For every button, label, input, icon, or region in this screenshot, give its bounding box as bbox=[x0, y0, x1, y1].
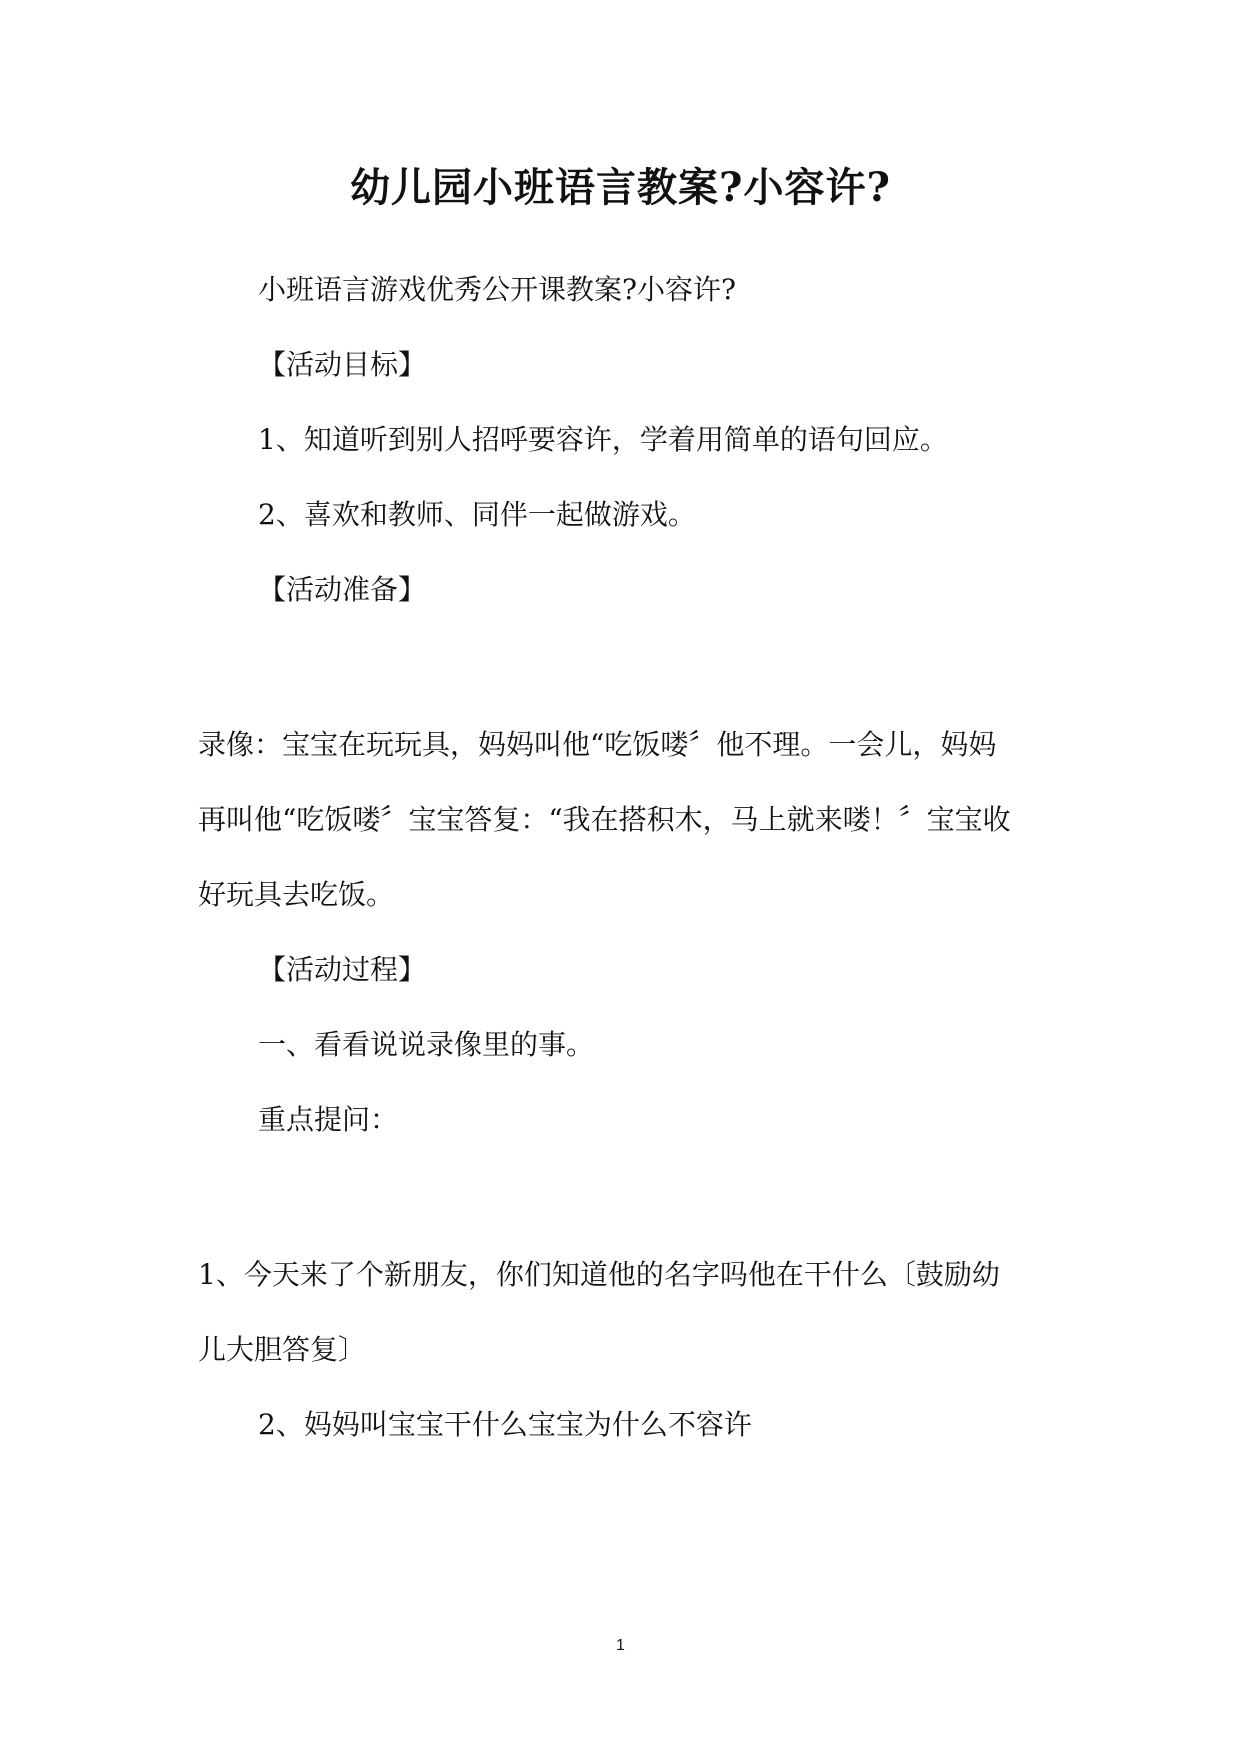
preparation-text-line-3: 好玩具去吃饭。 bbox=[198, 878, 395, 911]
preparation-text-line-2: 再叫他“吃饭喽〞宝宝答复：“我在搭积木，马上就来喽！〞宝宝收 bbox=[198, 803, 1011, 836]
goal-item-1: 1、知道听到别人招呼要容许，学着用简单的语句回应。 bbox=[258, 423, 948, 456]
goal-item-2: 2、喜欢和教师、同伴一起做游戏。 bbox=[258, 498, 696, 531]
question-1-line-1: 1、今天来了个新朋友，你们知道他的名字吗他在干什么〔鼓励幼 bbox=[198, 1258, 1000, 1291]
subtitle: 小班语言游戏优秀公开课教案?小容许? bbox=[258, 273, 737, 306]
section-heading-process: 【活动过程】 bbox=[258, 953, 427, 986]
key-questions-label: 重点提问： bbox=[258, 1103, 399, 1136]
page-number: 1 bbox=[616, 1637, 625, 1654]
section-heading-preparation: 【活动准备】 bbox=[258, 573, 427, 606]
preparation-text-line-1: 录像：宝宝在玩玩具，妈妈叫他“吃饭喽〞他不理。一会儿，妈妈 bbox=[198, 728, 997, 761]
process-step-1: 一、看看说说录像里的事。 bbox=[258, 1028, 595, 1061]
document-title: 幼儿园小班语言教案?小容许? bbox=[350, 164, 891, 211]
section-heading-goals: 【活动目标】 bbox=[258, 348, 427, 381]
question-1-line-2: 儿大胆答复〕 bbox=[198, 1333, 367, 1366]
question-2: 2、妈妈叫宝宝干什么宝宝为什么不容许 bbox=[258, 1408, 752, 1441]
